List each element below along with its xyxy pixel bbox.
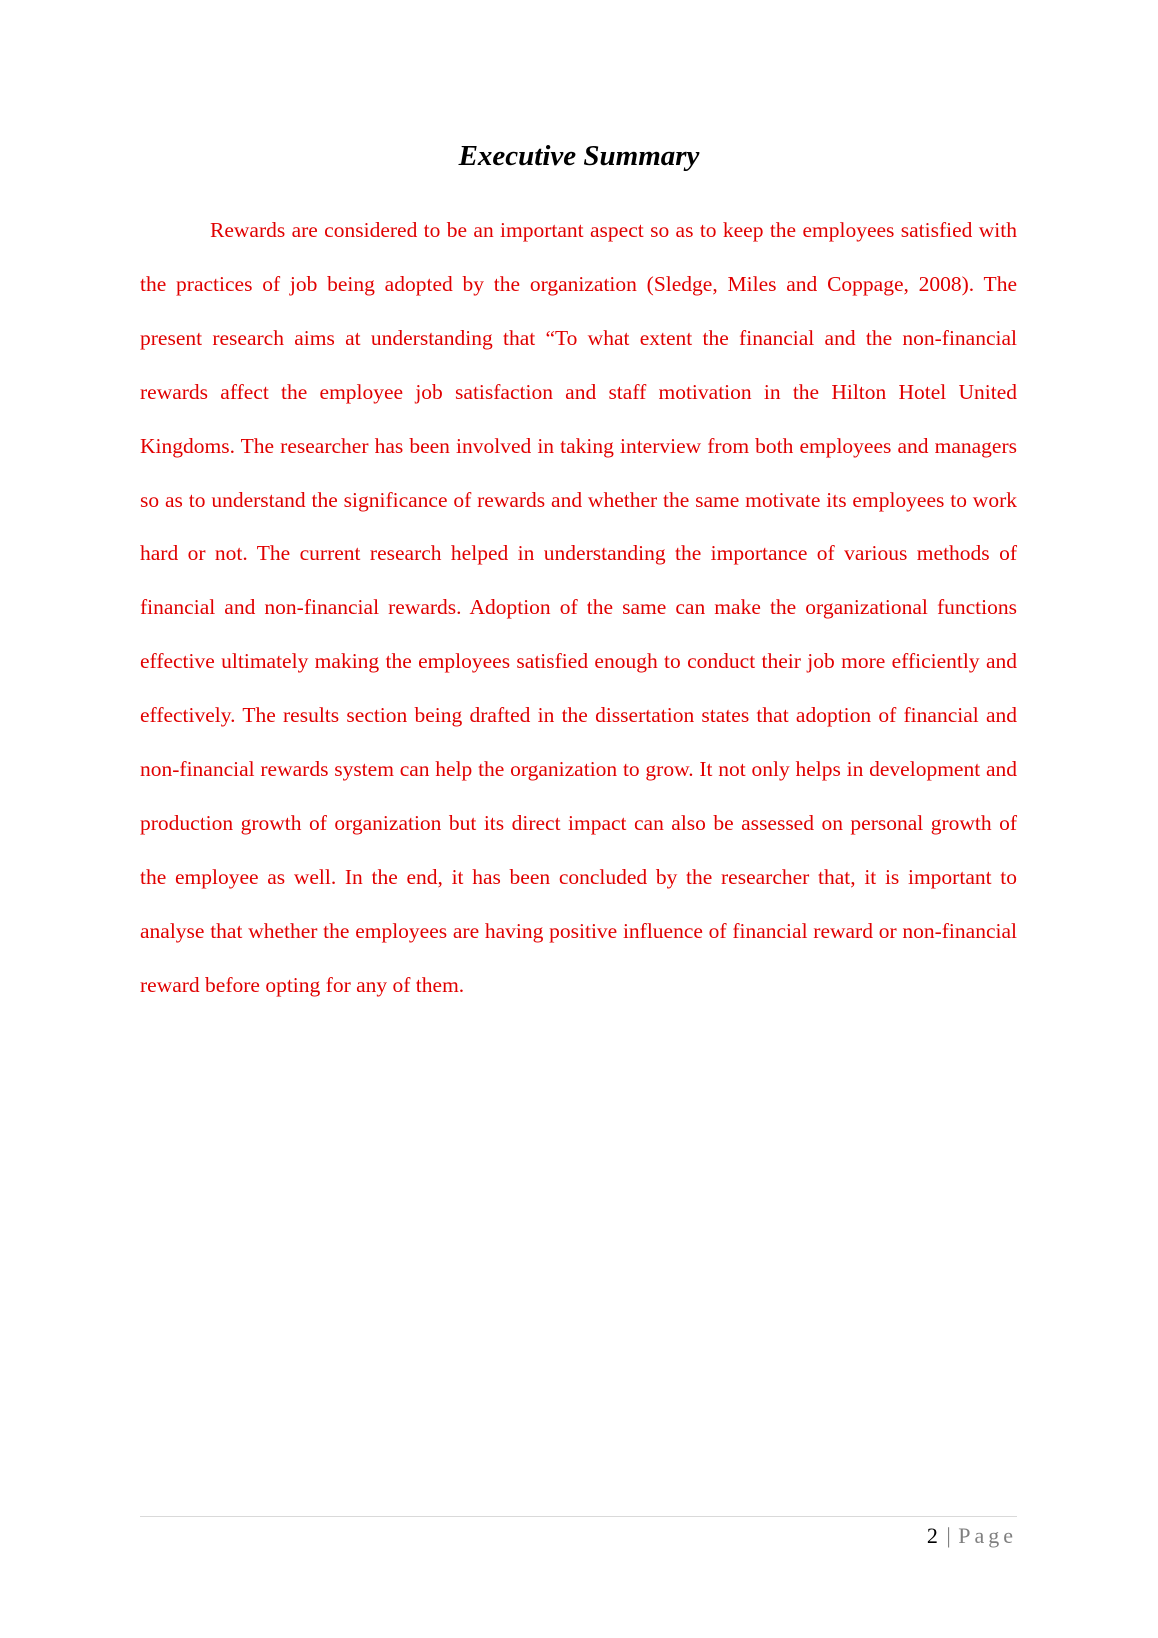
page-title: Executive Summary [458, 140, 700, 172]
footer-divider [140, 1516, 1017, 1517]
footer-separator: | [946, 1523, 951, 1548]
page-footer [927, 1520, 1017, 1552]
page-number: 2 [926, 1523, 938, 1548]
executive-summary-paragraph: Rewards are considered to be an important aspect so as to keep the employees satisfied with the practices of job being adopted by the organization (Sledge, Miles and Coppage, 2008). The present research aims at understanding that “To what extent the financial and the non-financial rewards affect the employee job satisfaction and staff motivation in the Hilton Hotel United Kingdoms. The researcher has been involved in taking interview from both employees and managers so as to understand the significance of rewards and whether the same motivate its employees to work hard or not. The current research helped in understanding the importance of various methods of financial and non-financial rewards. Adoption of the same can make the organizational functions effective ultimately making the employees satisfied enough to conduct their job more efficiently and effectively. The results section being drafted in the dissertation states that adoption of financial and non-financial rewards system can help the organization to grow. It not only helps in development and production growth of organization but its direct impact can also be assessed on personal growth of the employee as well. In the end, it has been concluded by the researcher that, it is important to analyse that whether the employees are having positive influence of financial reward or non-financial reward before opting for any of them. [140, 218, 1017, 997]
page-label: Page [958, 1523, 1017, 1548]
